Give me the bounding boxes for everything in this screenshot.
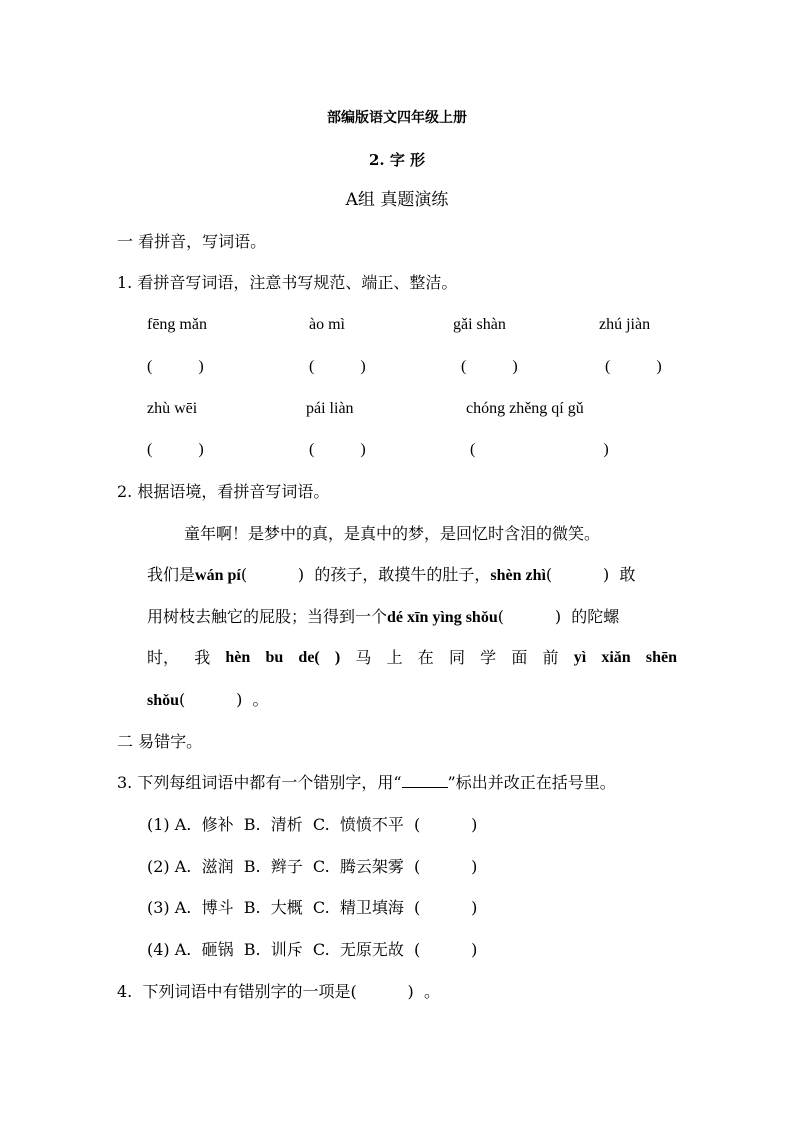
answer-blank[interactable]: ( ) bbox=[461, 358, 518, 375]
pinyin-item: zhù wēi bbox=[147, 400, 198, 417]
option-row: (4) A. 砸锅 B. 训斥 C. 无原无故 ( ) bbox=[147, 940, 478, 959]
passage-line: 我们是wán pí( ) 的孩子，敢摸牛的肚子，shèn zhì( ) 敢 bbox=[147, 565, 636, 584]
passage-line-justified: 时， 我 hèn bu de( ) 马 上 在 同 学 面 前 yì xiǎn shēn bbox=[147, 648, 677, 667]
answer-blank[interactable]: ( ) bbox=[309, 441, 366, 458]
answer-blank[interactable]: ( ) bbox=[309, 358, 366, 375]
question-3: 3. 下列每组词语中都有一个错别字，用“ ”标出并改正在括号里。 bbox=[117, 773, 616, 792]
pinyin-item: fēng mǎn bbox=[147, 316, 207, 333]
underline-mark bbox=[402, 773, 448, 788]
pinyin-item: chóng zhěng qí gǔ bbox=[466, 400, 584, 417]
option-row: (3) A. 博斗 B. 大概 C. 精卫填海 ( ) bbox=[147, 898, 478, 917]
pinyin-item: pái liàn bbox=[306, 400, 354, 417]
question-2: 2. 根据语境，看拼音写词语。 bbox=[117, 482, 330, 501]
answer-blank[interactable]: ( ) bbox=[605, 358, 662, 375]
passage-line: shǒu( ) 。 bbox=[147, 690, 269, 709]
answer-blank-wide[interactable]: ( ) bbox=[470, 441, 609, 458]
lesson-title: 2. 字 形 bbox=[368, 151, 426, 169]
group-title: A组 真题演练 bbox=[345, 190, 449, 210]
pinyin-item: gǎi shàn bbox=[453, 316, 506, 333]
option-row: (2) A. 滋润 B. 辫子 C. 腾云架雾 ( ) bbox=[147, 857, 478, 876]
answer-blank[interactable]: ( ) bbox=[147, 358, 204, 375]
passage-line: 童年啊！是梦中的真，是真中的梦，是回忆时含泪的微笑。 bbox=[184, 524, 601, 543]
question-4: 4. 下列词语中有错别字的一项是( ) 。 bbox=[117, 982, 440, 1001]
section-1-heading: 一 看拼音，写词语。 bbox=[117, 232, 267, 251]
section-2-heading: 二 易错字。 bbox=[117, 732, 203, 751]
passage-line: 用树枝去触它的屁股；当得到一个dé xīn yìng shǒu( ) 的陀螺 bbox=[147, 607, 620, 626]
question-1: 1. 看拼音写词语，注意书写规范、端正、整洁。 bbox=[117, 273, 458, 292]
pinyin-item: zhú jiàn bbox=[599, 316, 651, 333]
document-header: 部编版语文四年级上册 bbox=[327, 110, 467, 126]
pinyin-item: ào mì bbox=[309, 316, 345, 333]
option-row: (1) A. 修补 B. 清析 C. 愤愤不平 ( ) bbox=[147, 815, 478, 834]
answer-blank[interactable]: ( ) bbox=[147, 441, 204, 458]
